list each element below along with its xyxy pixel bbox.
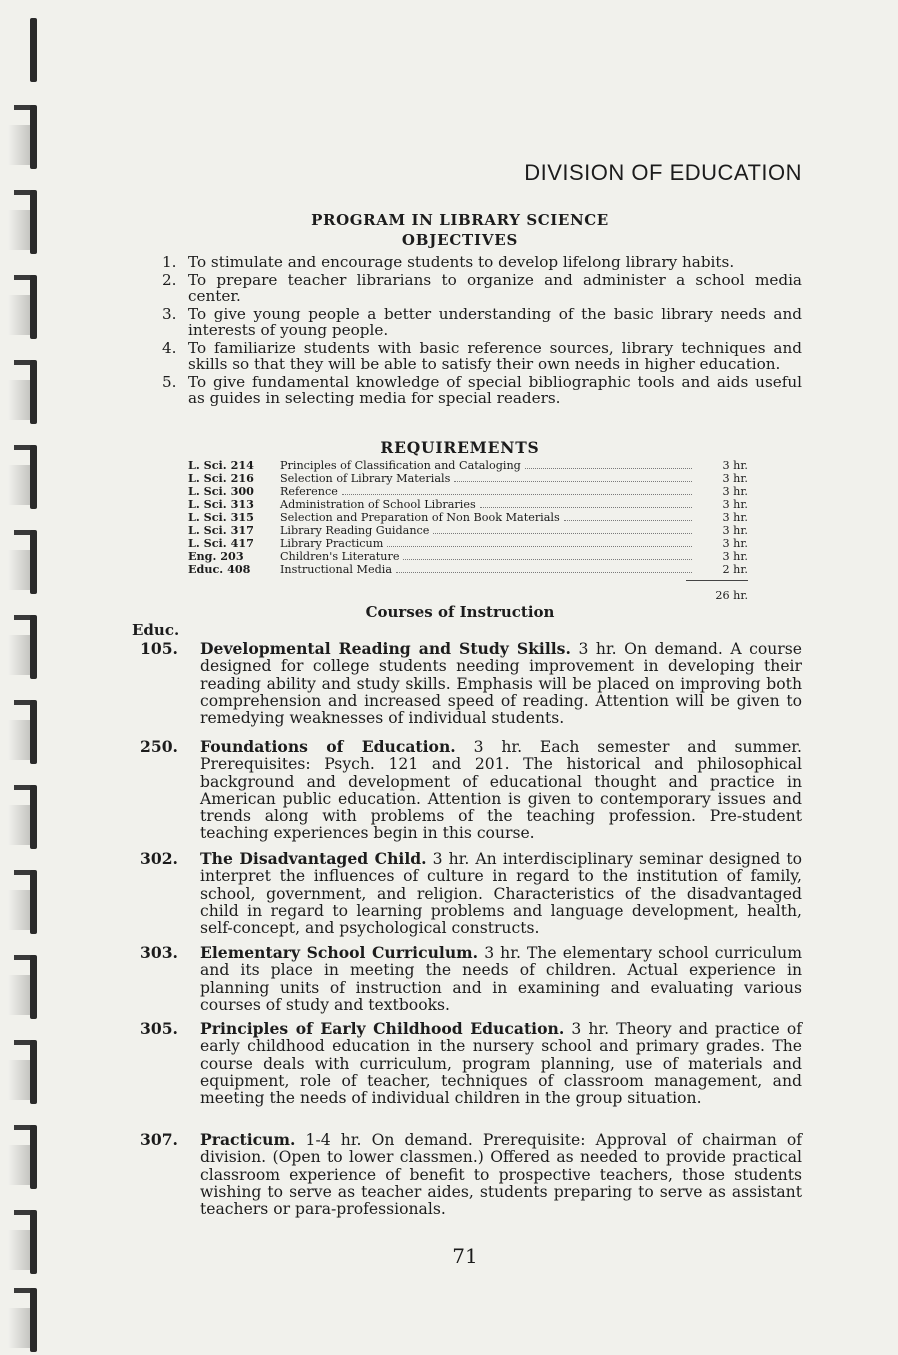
- course-title: Library Reading Guidance: [280, 524, 430, 537]
- binding-ring: [0, 1125, 50, 1189]
- department-label: Educ.: [132, 621, 180, 639]
- binding-ring: [0, 785, 50, 849]
- table-row: [188, 550, 748, 563]
- course-code: L. Sci. 313: [188, 497, 254, 511]
- binding-ring: [0, 190, 50, 254]
- binding-ring: [0, 700, 50, 764]
- binding-ring: [0, 1040, 50, 1104]
- table-row: [188, 511, 748, 524]
- course-hours: 3 hr.: [722, 550, 748, 563]
- course-name: Principles of Early Childhood Education.: [200, 1019, 565, 1038]
- objective-item: [162, 306, 802, 339]
- course-name: Practicum.: [200, 1130, 296, 1149]
- course-title: Reference: [280, 485, 338, 498]
- course-hours: 2 hr.: [722, 563, 748, 576]
- objective-number: 3.: [162, 304, 177, 323]
- binding-ring: [0, 1288, 50, 1352]
- course-code: L. Sci. 315: [188, 510, 254, 524]
- course-title: Instructional Media: [280, 563, 392, 576]
- objective-number: 4.: [162, 338, 177, 357]
- course-title: Administration of School Libraries: [280, 498, 476, 511]
- table-row: [188, 524, 748, 537]
- table-row: [188, 537, 748, 550]
- objective-item: [162, 272, 802, 305]
- dot-leader: [564, 520, 692, 521]
- course-entry: [140, 850, 802, 937]
- course-hours: 3 hr.: [722, 537, 748, 550]
- course-hours: 3 hr.: [722, 485, 748, 498]
- course-code: L. Sci. 300: [188, 484, 254, 498]
- program-title: PROGRAM IN LIBRARY SCIENCE: [311, 211, 609, 229]
- course-entry: [140, 640, 802, 727]
- course-hours: 3 hr.: [722, 498, 748, 511]
- course-name: The Disadvantaged Child.: [200, 849, 427, 868]
- table-row: [188, 459, 748, 472]
- course-name: Foundations of Education.: [200, 737, 456, 756]
- course-entry: [140, 944, 802, 1014]
- binding-ring: [0, 360, 50, 424]
- course-code: L. Sci. 216: [188, 471, 254, 485]
- objective-number: 5.: [162, 372, 177, 391]
- binding-ring: [0, 445, 50, 509]
- course-number: 250.: [140, 737, 178, 756]
- table-row: [188, 498, 748, 511]
- course-hours: 3 hr.: [722, 459, 748, 472]
- total-rule: [686, 580, 748, 581]
- dot-leader: [525, 468, 692, 469]
- page-number: 71: [452, 1244, 478, 1268]
- objective-text: To stimulate and encourage students to develop lifelong library habits.: [188, 253, 735, 271]
- dot-leader: [387, 546, 692, 547]
- dot-leader: [433, 533, 692, 534]
- course-code: L. Sci. 317: [188, 523, 254, 537]
- course-code: L. Sci. 214: [188, 458, 254, 472]
- course-description: 3 hr. The elementary school curriculum and its place in meeting the needs of children. Actual experience in planning units of instruction and in examining and evaluating various courses of study and textbooks.: [200, 944, 802, 1014]
- course-title: Children's Literature: [280, 550, 400, 563]
- objective-item: [162, 254, 802, 271]
- dot-leader: [454, 481, 692, 482]
- course-name: Developmental Reading and Study Skills.: [200, 639, 571, 658]
- course-description: 3 hr. Theory and practice of early childhood education in the nursery school and primary grades. The course deals with curriculum, program planning, use of materials and equipment, role of teacher, techniques of classroom management, and meeting the needs of individual children in the group situation.: [200, 1020, 802, 1108]
- course-description: 3 hr. On demand. A course designed for college students needing improvement in developing their reading ability and study skills. Emphasis will be placed on improving both comprehension and increased speed of reading. Attention will be given to remedying weaknesses of individual students.: [200, 640, 802, 728]
- binding-ring: [0, 530, 50, 594]
- objectives-heading: OBJECTIVES: [401, 231, 519, 249]
- course-hours: 3 hr.: [722, 524, 748, 537]
- binding-ring: [0, 1210, 50, 1274]
- dot-leader: [396, 572, 692, 573]
- objective-item: [162, 340, 802, 373]
- dot-leader: [403, 559, 692, 560]
- course-number: 305.: [140, 1019, 178, 1038]
- objectives-list: [162, 254, 802, 408]
- course-hours: 3 hr.: [722, 511, 748, 524]
- course-number: 307.: [140, 1130, 178, 1149]
- course-number: 105.: [140, 639, 178, 658]
- table-row: [188, 472, 748, 485]
- binding-ring: [0, 615, 50, 679]
- binding-ring: [0, 870, 50, 934]
- objective-text: To give young people a better understanding of the basic library needs and interests of young people.: [188, 304, 802, 339]
- objective-item: [162, 374, 802, 407]
- course-hours: 3 hr.: [722, 472, 748, 485]
- table-row: [188, 563, 748, 576]
- binding-ring: [0, 18, 50, 82]
- requirements-heading: REQUIREMENTS: [380, 438, 540, 457]
- objective-number: 2.: [162, 270, 177, 289]
- course-entry: [140, 738, 802, 843]
- course-title: Principles of Classification and Cataloging: [280, 459, 521, 472]
- binding-ring: [0, 105, 50, 169]
- binding-ring: [0, 955, 50, 1019]
- course-description: 3 hr. Each semester and summer. Prerequisites: Psych. 121 and 201. The historical and philosophical background and development of educational thought and practice in American public education. Attention is given to contemporary issues and trends along with problems of the teaching profession. Pre-student teaching experiences begin in this course.: [200, 738, 802, 843]
- course-title: Selection and Preparation of Non Book Materials: [280, 511, 560, 524]
- course-title: Library Practicum: [280, 537, 384, 550]
- dot-leader: [342, 494, 692, 495]
- course-title: Selection of Library Materials: [280, 472, 451, 485]
- objective-text: To give fundamental knowledge of special bibliographic tools and aids useful as guides in selecting media for special readers.: [188, 372, 802, 407]
- objective-number: 1.: [162, 253, 177, 271]
- course-name: Elementary School Curriculum.: [200, 943, 479, 962]
- course-number: 303.: [140, 943, 178, 962]
- objective-text: To prepare teacher librarians to organize and administer a school media center.: [188, 270, 802, 305]
- course-number: 302.: [140, 849, 178, 868]
- course-code: Educ. 408: [188, 562, 251, 576]
- total-hours: 26 hr.: [715, 589, 748, 602]
- course-entry: [140, 1131, 802, 1218]
- objective-text: To familiarize students with basic reference sources, library techniques and skills so that they will be able to satisfy their own needs in higher education.: [188, 338, 802, 373]
- binding-ring: [0, 275, 50, 339]
- spiral-binding: [0, 0, 50, 1355]
- division-header: DIVISION OF EDUCATION: [524, 160, 802, 185]
- course-description: 1-4 hr. On demand. Prerequisite: Approval of chairman of division. (Open to lower classmen.) Offered as needed to provide practical classroom experience of benefit to prospective teachers, those students wishing to serve as teacher aides, students preparing to serve as assistant teachers or para-professionals.: [200, 1131, 802, 1219]
- table-row: [188, 485, 748, 498]
- courses-heading: Courses of Instruction: [365, 603, 555, 621]
- requirements-table: [188, 459, 748, 576]
- dot-leader: [480, 507, 692, 508]
- course-code: L. Sci. 417: [188, 536, 254, 550]
- course-description: 3 hr. An interdisciplinary seminar designed to interpret the influences of culture in regard to the institution of family, school, government, and religion. Characteristics of the disadvantaged child in regard to learning problems and language development, health, self-concept, and psychological constructs.: [200, 850, 802, 938]
- course-code: Eng. 203: [188, 549, 244, 563]
- course-entry: [140, 1020, 802, 1107]
